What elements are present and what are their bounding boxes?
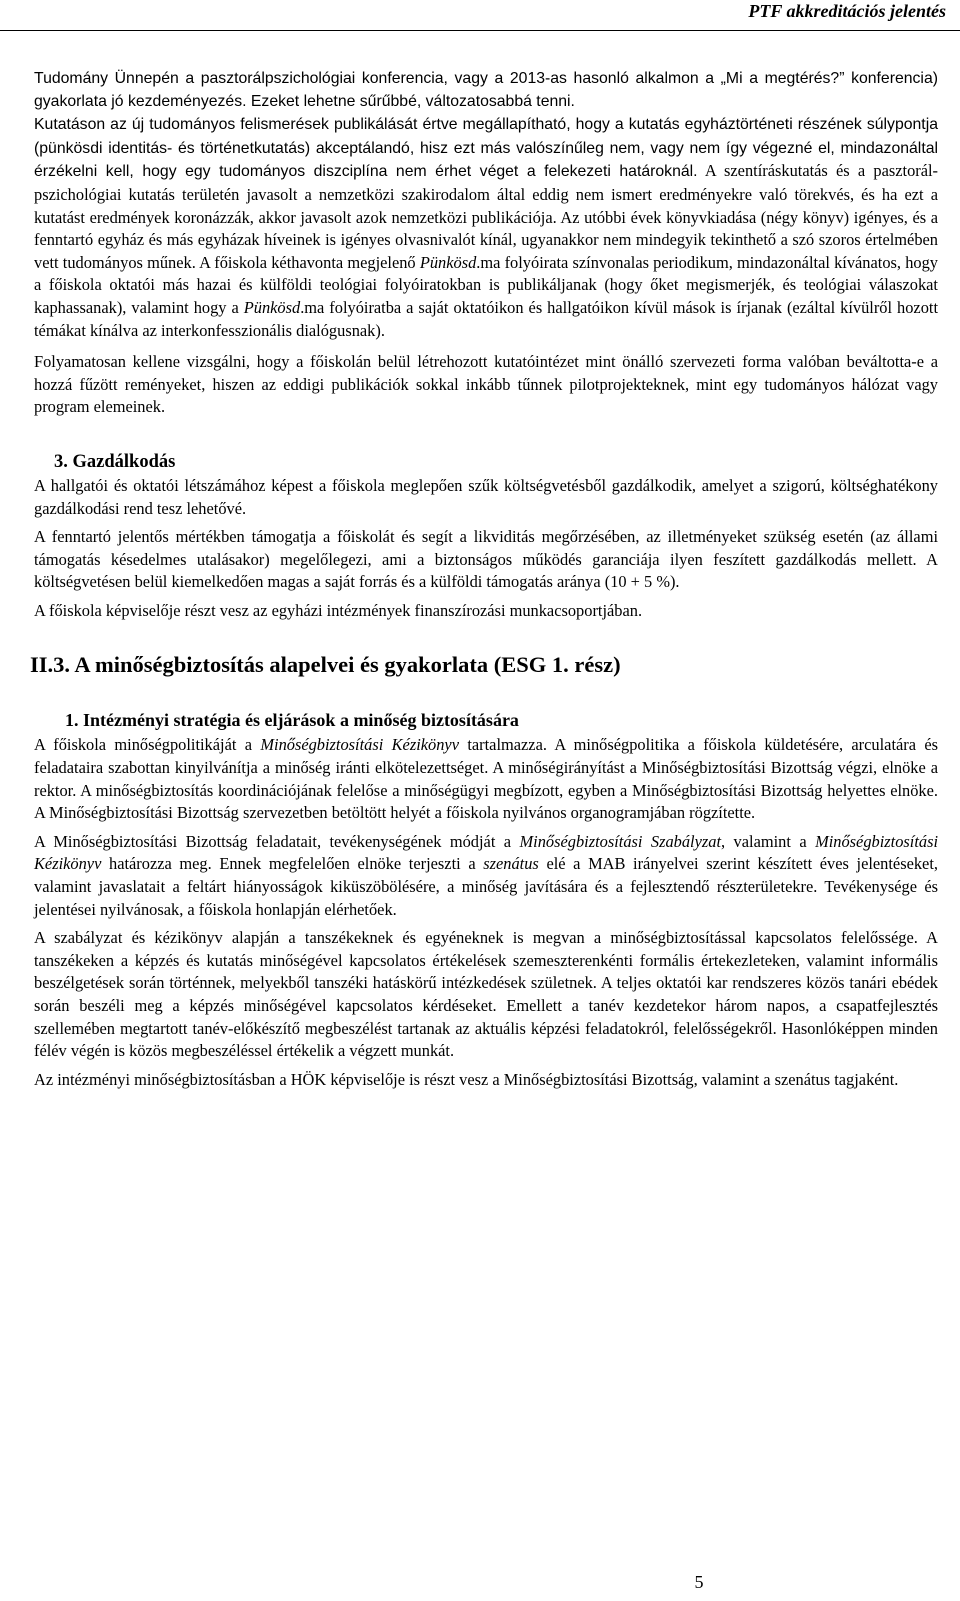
section-heading-finances: 3. Gazdálkodás	[54, 451, 176, 472]
paragraph-student-union: Az intézményi minőségbiztosításban a HÖK képviselője is részt vesz a Minőségbiztosítási Bizottság, valamint a szenátus tagjaként.	[34, 1069, 899, 1089]
paragraph-conference: Tudomány Ünnepén a pasztorálpszichológiai konferencia, vagy a 2013-as hasonló alkalmon a „Mi a megtérés?” konferencia) gyakorlata jó kezdeményezés. Ezeket lehetne sűrűbbé, változatosabbá tenni.	[34, 70, 938, 110]
quality-regulation-title: Minőségbiztosítási Szabályzat	[519, 831, 722, 851]
senate-term: szenátus	[483, 854, 539, 874]
section-heading-quality: II.3. A minőségbiztosítás alapelvei és gyakorlata (ESG 1. rész)	[30, 652, 621, 678]
page-number-text: 5	[694, 1572, 704, 1592]
page-header	[0, 0, 960, 33]
committee-text-d: elé a MAB irányelvei szerint készített éves jelentéseket, valamint javaslatait a feltárt hiányosságok kiküszöbölésére, a minőség javítására és a fejlesztendő részterületekre. Tevékenysége és jelentései nyilvánosak, a főiskola honlapján elérhetőek.	[34, 854, 938, 919]
document-body	[30, 68, 939, 1091]
subsection-heading-strategy: 1. Intézményi stratégia és eljárások a minőség biztosítására	[65, 710, 519, 731]
committee-text-b: , valamint a	[721, 831, 807, 851]
paragraph-research	[34, 113, 938, 342]
quality-handbook-title: Minőségbiztosítási Kézikönyv	[34, 831, 939, 874]
research-text-a: Kutatáson az új tudományos felismerések publikálását értve megállapítható, hogy a kutatás egyháztörténeti részének súlypontja (pünkösdi identitás- és történetkutatás) akceptálandó, hisz ezt más valószínűleg nem, vagy nem így végezné el, mindazonáltal érzékelni kell, hogy egy tudományos diszciplína nem érhet véget a felekezeti határoknál.	[34, 116, 938, 181]
paragraph-finances-1: A hallgatói és oktatói létszámához képest a főiskola meglepően szűk költségvetésből gazdálkodik, amelyet a szigorú, költséghatékony gazdálkodási rend tesz lehetővé.	[34, 475, 938, 518]
research-text-b: A szentíráskutatás és a pasztorál-pszichológiai kutatás területén javasolt a nemzetközi szakirodalom által eddig nem ismert eredményekre való törekvés, és ha ezt a kutatást eredmények koronázzák, akkor javasolt azok nemzetközi publikációja. Az utóbbi évek könyvkiadása (négy könyv) igényes, és a fenntartó egyház és más egyházak híveinek is igényes olvasnivalót kínál, ugyanakkor nem mindegyik tekinthető a szó szoros értelmében vett tudományos műnek. A főiskola kéthavonta megjelenő	[34, 161, 939, 272]
pentecost-journal-name: Pünkösd	[419, 252, 477, 272]
paragraph-finances-2: A fenntartó jelentős mértékben támogatja a főiskolát és segít a likviditás megőrzésében, az illetményeket szükség esetén (az állami támogatás késedelmes utalásakor) megelőlegezi, ami a biztonságos működés garanciája ilyen feszített gazdálkodás mellett. A költségvetésen belül kiemelkedően magas a saját forrás és a külföldi támogatás aránya (10 + 5 %).	[34, 527, 938, 592]
research-text-d: .ma folyóiratba a saját oktatóikon és hallgatóikon kívül mások is írjanak (ezáltal kívülről hozott témákat kínálva az interkonfesszionális dialógusnak).	[34, 297, 938, 340]
committee-text-a: A Minőségbiztosítási Bizottság feladatait, tevékenységének módját a	[34, 831, 512, 851]
pentecost-journal-name: Pünkösd	[243, 297, 301, 317]
paragraph-research-institute: Folyamatosan kellene vizsgálni, hogy a főiskolán belül létrehozott kutatóintézet mint önálló szervezeti forma valóban beváltotta-e a hozzá fűzött reményeket, hiszen az eddigi publikációk sokkal inkább tűnnek pilotprojekteknek, mint egy tudományos hálózat vagy program elemeinek.	[34, 352, 938, 417]
committee-text-c: határozza meg. Ennek megfelelően elnöke terjeszti a	[109, 854, 476, 874]
paragraph-quality-committee	[34, 831, 938, 921]
paragraph-finances-3: A főiskola képviselője részt vesz az egyházi intézmények finanszírozási munkacsoportjában.	[34, 600, 643, 620]
paragraph-departments: A szabályzat és kézikönyv alapján a tanszékeknek és egyéneknek is megvan a minőségbiztosítással kapcsolatos felelőssége. A tanszékeken a képzés és kutatás minőségével kapcsolatos értékelések szemeszterenkénti formális értekezleteken, valamint informális beszélgetések során történnek, melyekből tanszéki hatáskörű intézkedések születnek. A teljes oktatói kar rendszeres közös tanári ebédek során beszéli meg a képzés minőségével kapcsolatos kérdéseket. Emellett a tanév kezdetekor három napos, a csapatfejlesztés szellemében megtartott tanév-előkészítő megbeszélést tartanak az aktuális képzési feladatokról, felelősségekről. Hasonlóképpen minden félév végén is közös megbeszéléssel értékelik a végzett munkát.	[34, 928, 938, 1061]
header-title: PTF akkreditációs jelentés	[748, 1, 946, 21]
paragraph-quality-policy	[34, 734, 938, 824]
research-text-c: .ma folyóirata színvonalas periodikum, mindazonáltal kívánatos, hogy a főiskola oktatói más hazai és külföldi teológiai folyóiratokban is publikáljanak (hogy őket megismerjék, és teológiai válaszokat kaphassanak), valamint hogy a	[34, 252, 938, 317]
quality-policy-text-b: tartalmazza. A minőségpolitika a főiskola küldetésére, arculatára és feladataira szabottan kinyilvánítja a minőség iránti elkötelezettséget. A minőségirányítást a Minőségbiztosítási Bizottság végzi, elnöke a rektor. A minőségbiztosítás koordinációjának felelőse a minőségügyi megbízott, egyben a Minőségbiztosítási Bizottság helyettes elnöke. A Minőségbiztosítási Bizottság szervezetben betöltött helyét a főiskola nyilvános organogramjában rögzítette.	[34, 735, 938, 823]
quality-handbook-title: Minőségbiztosítási Kézikönyv	[260, 735, 459, 755]
header-rule	[0, 30, 960, 31]
quality-policy-text-a: A főiskola minőségpolitikáját a	[34, 735, 253, 755]
page-number	[0, 1571, 934, 1593]
